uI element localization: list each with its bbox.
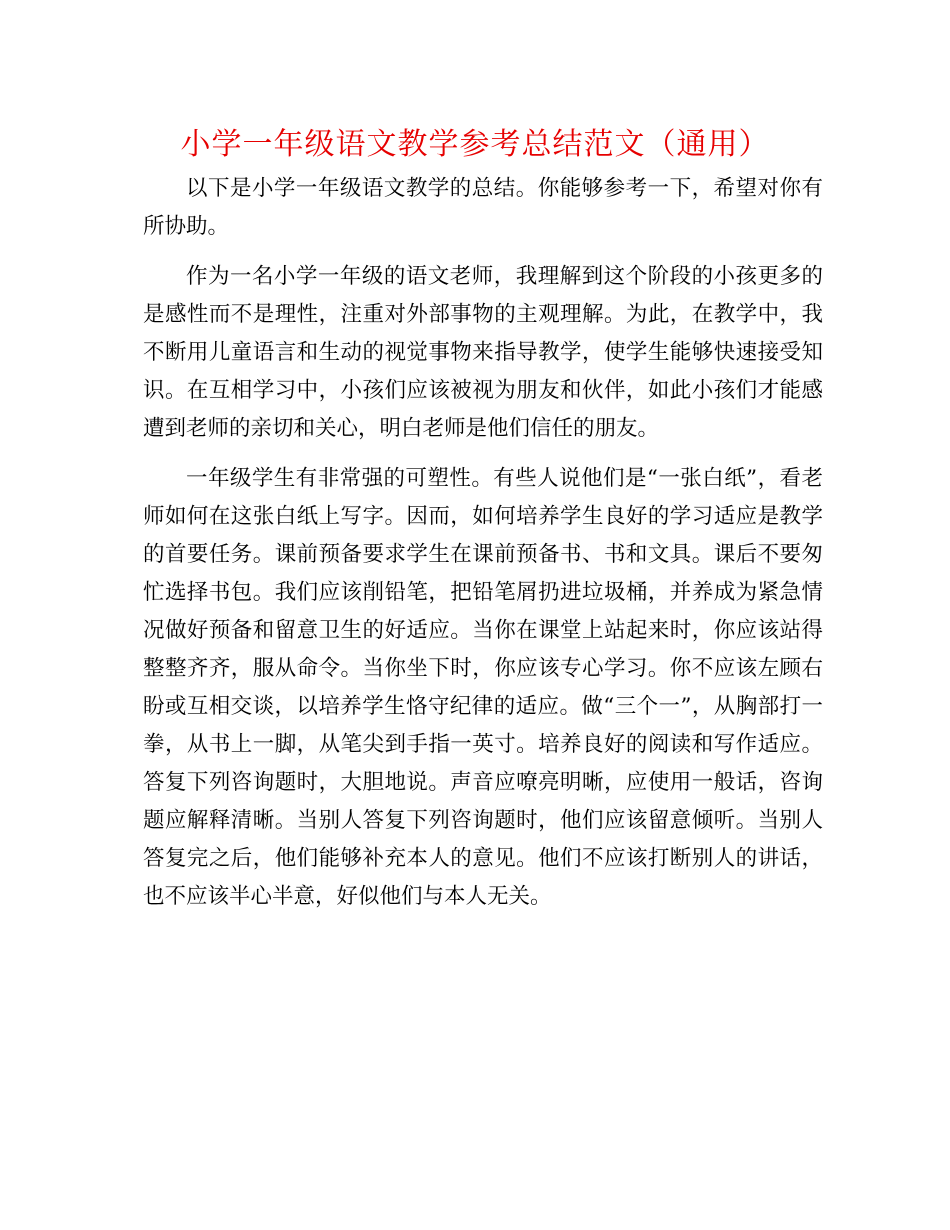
paragraph-intro: 以下是小学一年级语文教学的总结。你能够参考一下，希望对你有所协助。 [143,176,823,239]
paragraph-teacher-approach: 作为一名小学一年级的语文老师，我理解到这个阶段的小孩更多的是感性而不是理性，注重对外部事物的主观理解。为此，在教学中，我不断用儿童语言和生动的视觉事物来指导教学，使学生能够快速接受知识。在互相学习中，小孩们应该被视为朋友和伙伴，如此小孩们才能感遭到老师的亲切和关心，明白老师是他们信任的朋友。 [143,264,823,441]
document-body [143,170,823,916]
document-title: 小学一年级语文教学参考总结范文（通用） [180,127,770,162]
paragraph-study-habits: 一年级学生有非常强的可塑性。有些人说他们是“一张白纸”，看老师如何在这张白纸上写字。因而，如何培养学生良好的学习适应是教学的首要任务。课前预备要求学生在课前预备书、书和文具。课后不要匆忙选择书包。我们应该削铅笔，把铅笔屑扔进垃圾桶，并养成为紧急情况做好预备和留意卫生的好适应。当你在课堂上站起来时，你应该站得整整齐齐，服从命令。当你坐下时，你应该专心学习。你不应该左顾右盼或互相交谈，以培养学生恪守纪律的适应。做“三个一”，从胸部打一拳，从书上一脚，从笔尖到手指一英寸。培养良好的阅读和写作适应。答复下列咨询题时，大胆地说。声音应嘹亮明晰，应使用一般话，咨询题应解释清晰。当别人答复下列咨询题时，他们应该留意倾听。当别人答复完之后，他们能够补充本人的意见。他们不应该打断别人的讲话，也不应该半心半意，好似他们与本人无关。 [143,466,823,909]
